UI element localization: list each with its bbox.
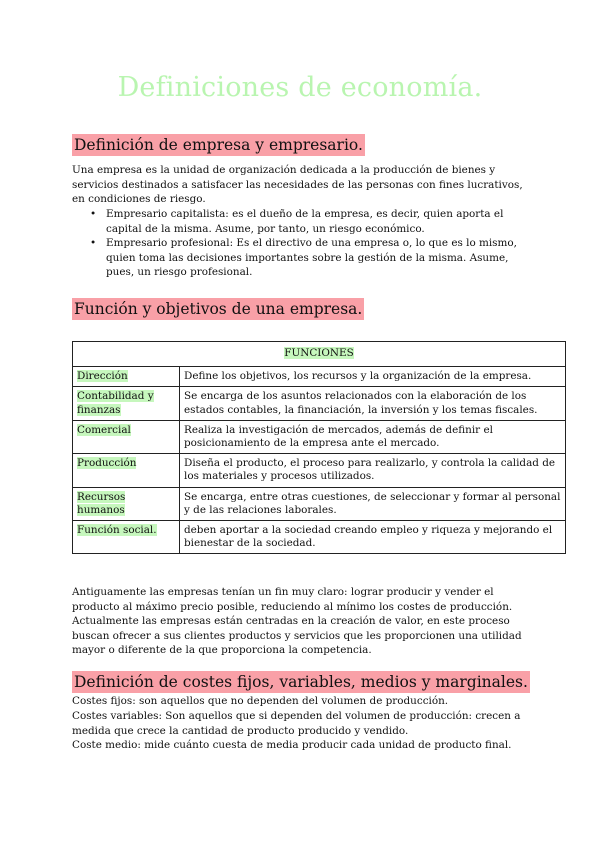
bullet-text: Empresario capitalista: es el dueño de la empresa, es decir, quien aporta el capital de la misma. Asume, por tanto, un riesgo económico.	[106, 208, 504, 235]
table-cell-text: Define los objetivos, los recursos y la organización de la empresa.	[180, 367, 566, 387]
bullet-icon: •	[90, 237, 97, 250]
table-row	[73, 521, 566, 554]
table-cell-text: Realiza la investigación de mercados, además de definir el posicionamiento de la empresa ante el mercado.	[180, 420, 566, 453]
table-cell-text: Diseña el producto, el proceso para realizarlo, y controla la calidad de los materiales y procesos utilizados.	[180, 454, 566, 487]
table-header-label: FUNCIONES	[284, 347, 354, 359]
bullet-text: Empresario profesional: Es el directivo de una empresa o, lo que es lo mismo, quien toma las decisiones importantes sobre la gestión de la misma. Asume, pues, un riesgo profesional.	[106, 237, 517, 279]
function-label: Función social.	[77, 524, 157, 537]
table-cell-text: Se encarga, entre otras cuestiones, de seleccionar y formar al personal y de las relaciones laborales.	[180, 487, 566, 520]
function-label: Recursos humanos	[77, 490, 126, 516]
table-cell-label	[73, 454, 180, 487]
funciones-table	[72, 341, 566, 554]
empresario-bullet-list	[92, 207, 532, 280]
table-row	[73, 367, 566, 387]
section-heading-costes: Definición de costes fijos, variables, medios y marginales.	[74, 673, 528, 691]
costes-variables-line: Costes variables: Son aquellos que si dependen del volumen de producción: crecen a medida que crece la cantidad de producto producido y vendido.	[72, 710, 521, 737]
section-heading-empresa: Definición de empresa y empresario.	[74, 136, 363, 154]
function-label: Dirección	[77, 370, 128, 383]
function-label: Contabilidad y finanzas	[77, 390, 154, 416]
function-label: Producción	[77, 457, 137, 470]
table-cell-text: deben aportar a la sociedad creando empleo y riqueza y mejorando el bienestar de la sociedad.	[180, 521, 566, 554]
table-row	[73, 387, 566, 420]
bullet-icon: •	[90, 208, 97, 220]
table-cell-label	[73, 367, 180, 387]
table-header-cell	[73, 342, 566, 367]
table-cell-label	[73, 487, 180, 520]
antiguamente-paragraph: Antiguamente las empresas tenían un fin muy claro: lograr producir y vender el producto al máximo precio posible, reduciendo al mínimo los costes de producción.	[72, 586, 513, 613]
empresa-definition-paragraph: Una empresa es la unidad de organización dedicada a la producción de bienes y servicios destinados a satisfacer las necesidades de las personas con fines lucrativos, en condiciones de riesgo.	[72, 164, 523, 206]
table-row	[73, 420, 566, 453]
table-row	[73, 454, 566, 487]
table-cell-text: Se encarga de los asuntos relacionados con la elaboración de los estados contables, la financiación, la inversión y los temas fiscales.	[180, 387, 566, 420]
actualmente-paragraph: Actualmente las empresas están centradas en la creación de valor, en este proceso buscan ofrecer a sus clientes productos y servicios que les proporcionen una utilidad mayor o diferente de la que proporciona la competencia.	[72, 615, 522, 657]
costes-fijos-line: Costes fijos: son aquellos que no dependen del volumen de producción.	[72, 695, 449, 707]
page-title: Definiciones de economía.	[117, 72, 483, 103]
function-label: Comercial	[77, 423, 131, 436]
table-cell-label	[73, 521, 180, 554]
table-cell-label	[73, 387, 180, 420]
list-item	[92, 207, 532, 236]
list-item	[92, 236, 532, 280]
coste-medio-line: Coste medio: mide cuánto cuesta de media producir cada unidad de producto final.	[72, 739, 512, 751]
section-heading-funcion: Función y objetivos de una empresa.	[74, 300, 363, 318]
table-header-row	[73, 342, 566, 367]
table-cell-label	[73, 420, 180, 453]
table-row	[73, 487, 566, 520]
